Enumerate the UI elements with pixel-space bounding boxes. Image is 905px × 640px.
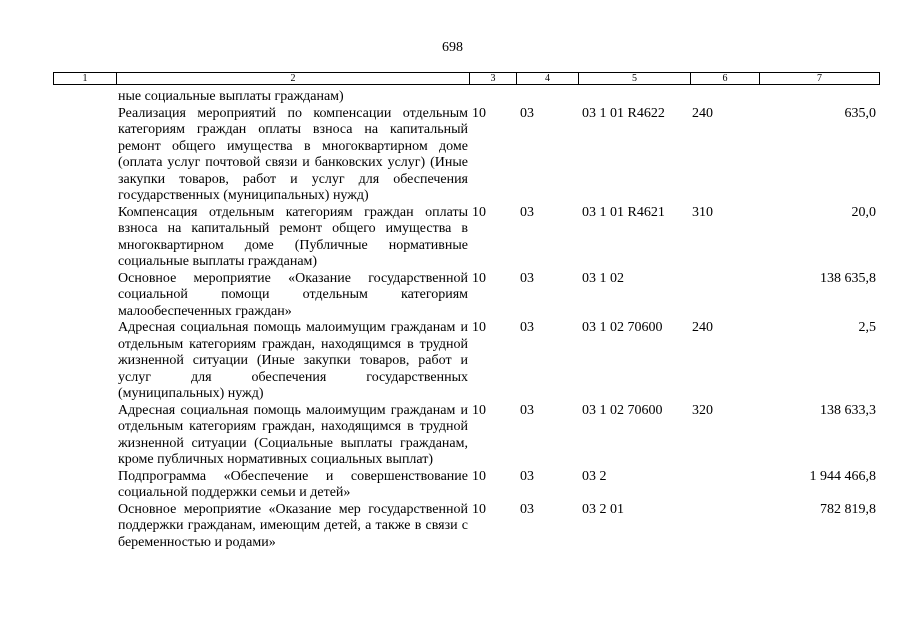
row-description: Подпрограмма «Обеспечение и совершенствование социальной поддержки семьи и детей» [118, 468, 468, 500]
row-target-code: 03 1 02 70600 [582, 402, 663, 418]
header-col-1: 1 [54, 73, 117, 85]
header-col-2: 2 [117, 73, 470, 85]
table-row [0, 403, 905, 469]
row-description: Адресная социальная помощь малоимущим гражданам и отдельным категориям граждан, находящимся в трудной жизненной ситуации (Социальные выплаты гражданам, кроме публичных нормативных социальных выплат) [118, 402, 468, 467]
row-subsection: 03 [520, 270, 534, 286]
row-amount: 138 635,8 [820, 270, 876, 286]
row-section: 10 [472, 320, 486, 335]
table-row [0, 469, 905, 502]
row-subsection: 03 [520, 402, 534, 418]
row-amount: 635,0 [844, 105, 876, 121]
row-target-code: 03 2 01 [582, 501, 624, 517]
row-section: 10 [472, 270, 486, 286]
row-expense-type: 240 [692, 320, 713, 335]
row-expense-type: 240 [692, 105, 713, 121]
table-row [0, 205, 905, 271]
table-row [0, 271, 905, 321]
row-subsection: 03 [520, 501, 534, 517]
row-section: 10 [472, 402, 486, 418]
header-col-4: 4 [517, 73, 579, 85]
row-description: Основное мероприятие «Оказание мер государственной поддержки гражданам, имеющим детей, а также в связи с беременностью и родами» [118, 501, 468, 550]
row-section: 10 [472, 105, 486, 121]
row-amount: 20,0 [851, 204, 876, 220]
table-row [0, 502, 905, 552]
row-target-code: 03 1 01 R4621 [582, 204, 665, 220]
row-description: Реализация мероприятий по компенсации отдельным категориям граждан оплаты взноса на капитальный ремонт общего имущества в многоквартирном доме (оплата услуг почтовой связи и банковских услуг) (Иные закупки товаров, работ и услуг для обеспечения государственных (муниципальных) нужд) [118, 105, 468, 203]
header-col-3: 3 [470, 73, 517, 85]
row-amount: 1 944 466,8 [809, 468, 876, 484]
row-section: 10 [472, 468, 486, 484]
row-section: 10 [472, 204, 486, 220]
row-subsection: 03 [520, 105, 534, 121]
table-row [0, 320, 905, 403]
column-number-header [53, 72, 880, 85]
row-subsection: 03 [520, 204, 534, 220]
row-description: Компенсация отдельным категориям граждан оплаты взноса на капитальный ремонт общего имущества в многоквартирном доме (Публичные нормативные социальные выплаты гражданам) [118, 204, 468, 269]
header-col-5: 5 [579, 73, 691, 85]
header-col-7: 7 [760, 73, 880, 85]
row-description: Основное мероприятие «Оказание государственной социальной помощи отдельным категориям малообеспеченных граждан» [118, 270, 468, 319]
row-subsection: 03 [520, 320, 534, 335]
row-subsection: 03 [520, 468, 534, 484]
row-amount: 782 819,8 [820, 501, 876, 517]
row-target-code: 03 1 02 [582, 270, 624, 286]
header-col-6: 6 [691, 73, 760, 85]
table-row [0, 106, 905, 205]
row-target-code: 03 2 [582, 468, 607, 484]
row-section: 10 [472, 501, 486, 517]
table-body [0, 89, 905, 551]
row-amount: 138 633,3 [820, 402, 876, 418]
page-number: 698 [442, 40, 463, 55]
continuation-text: ные социальные выплаты гражданам) [118, 89, 344, 104]
row-target-code: 03 1 02 70600 [582, 320, 663, 335]
continuation-row [0, 89, 905, 106]
row-expense-type: 310 [692, 204, 713, 220]
row-target-code: 03 1 01 R4622 [582, 105, 665, 121]
row-amount: 2,5 [858, 320, 876, 335]
row-description: Адресная социальная помощь малоимущим гражданам и отдельным категориям граждан, находящимся в трудной жизненной ситуации (Иные закупки товаров, работ и услуг для обеспечения государственных (муниципальных) нужд) [118, 320, 468, 401]
row-expense-type: 320 [692, 402, 713, 418]
